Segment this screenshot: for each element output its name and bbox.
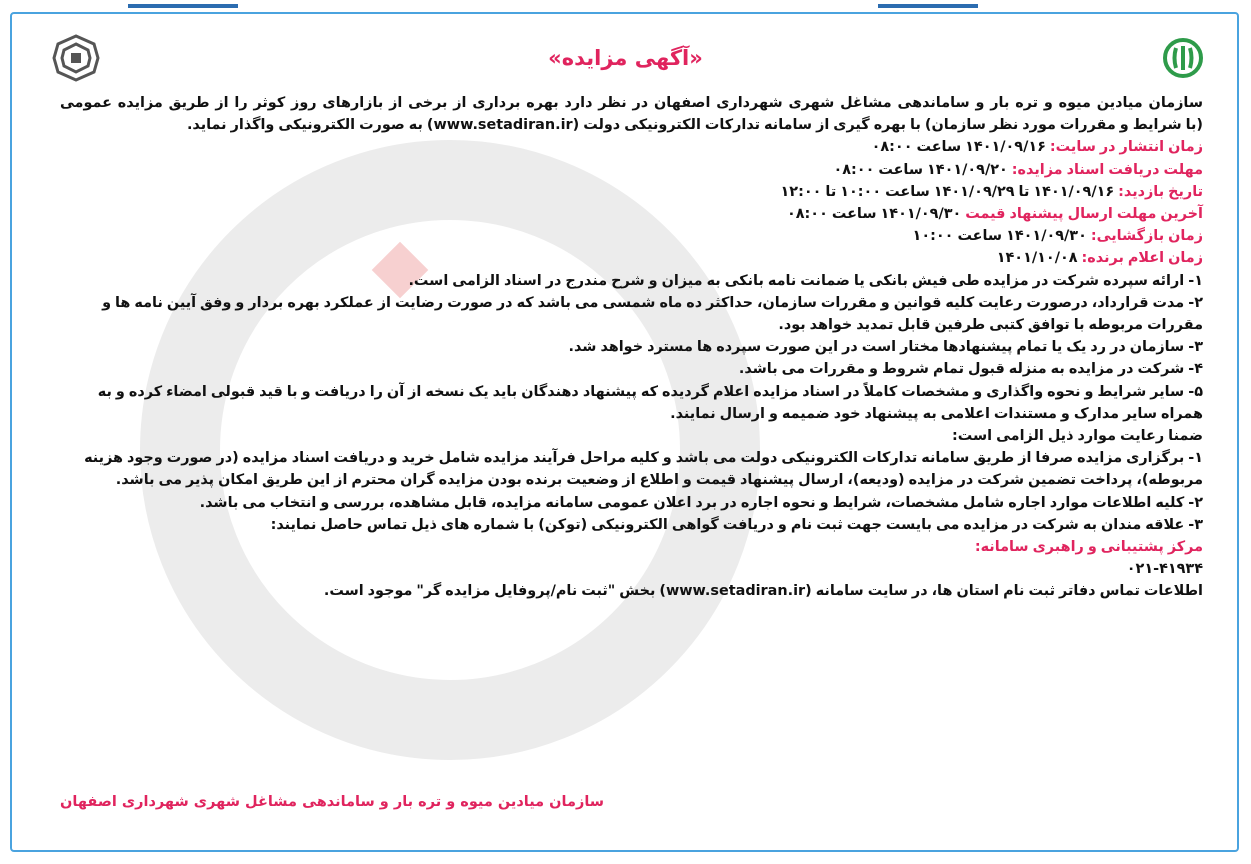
note-item: ۲- کلیه اطلاعات موارد اجاره شامل مشخصات، شرایط و نحوه اجاره در برد اعلان عمومی سامانه مزایده، قابل مشاهده، بررسی و انتخاب می باشد. <box>199 494 1203 511</box>
intro-line-2: (با شرایط و مقررات مورد نظر سازمان) با بهره گیری از سامانه تدارکات الکترونیکی دولت (www.setadiran.ir) به صورت الکترونیکی واگذار نماید. <box>186 117 1203 134</box>
schedule-value: ۱۴۰۱/۰۹/۲۰ ساعت ۰۸:۰۰ <box>833 161 1008 178</box>
notice-body <box>60 92 1203 603</box>
notice-title: «آگهی مزایده» <box>548 46 703 70</box>
term-item: ۴- شرکت در مزایده به منزله قبول تمام شروط و مقررات می باشد. <box>738 361 1203 378</box>
support-phone: ۰۲۱-۴۱۹۳۴ <box>1126 561 1203 578</box>
term-item: ۱- ارائه سپرده شرکت در مزایده طی فیش بانکی یا ضمانت نامه بانکی به میزان و شرح مندرج در اسناد الزامی است. <box>408 272 1203 289</box>
contact-line: اطلاعات تماس دفاتر ثبت نام استان ها، در سایت سامانه (www.setadiran.ir) بخش "ثبت نام/پروفایل مزایده گر" موجود است. <box>323 583 1203 600</box>
schedule-value: ۱۴۰۱/۰۹/۱۶ ساعت ۰۸:۰۰ <box>871 139 1046 156</box>
top-accent-bar-right <box>878 4 978 8</box>
note-item: ۱- برگزاری مزایده صرفا از طریق سامانه تدارکات الکترونیکی دولت می باشد و کلیه مراحل فرآیند مزایده شامل خرید و دریافت اسناد مزایده (در صورت وجود هزینه مربوطه)، پرداخت تضمین شرکت در مزایده (ودیعه)، ارسال پیشنهاد قیمت و اطلاع از وضعیت برنده بودن مزایده گران محترم از این طریق امکان پذیر می باشد. <box>84 450 1203 489</box>
schedule-value: ۱۴۰۱/۰۹/۳۰ ساعت ۱۰:۰۰ <box>912 228 1087 245</box>
schedule-winner <box>60 247 1203 269</box>
schedule-value: ۱۴۰۱/۰۹/۳۰ ساعت ۰۸:۰۰ <box>786 206 962 223</box>
footer-signature <box>60 794 1191 810</box>
schedule-visit <box>60 181 1203 203</box>
footer-text: سازمان میادین میوه و تره بار و ساماندهی مشاغل شهری شهرداری اصفهان <box>60 794 605 810</box>
top-accent-bar-left <box>128 4 238 8</box>
term-item: ۵- سایر شرایط و نحوه واگذاری و مشخصات کاملاً در اسناد مزایده اعلام گردیده که پیشنهاد دهندگان باید یک نسخه از آن را دریافت و با قید قبولی امضاء کرده و به همراه سایر مدارک و مستندات اعلامی به پیشنهاد خود ضمیمه و ارسال نمایند. <box>97 383 1203 422</box>
schedule-value: ۱۴۰۱/۱۰/۰۸ <box>996 250 1078 267</box>
schedule-label: آخرین مهلت ارسال پیشنهاد قیمت <box>965 206 1203 223</box>
support-label: مرکز پشتیبانی و راهبری سامانه: <box>974 539 1203 556</box>
notes-heading: ضمنا رعایت موارد ذیل الزامی است: <box>952 428 1203 445</box>
intro-line-1: سازمان میادین میوه و تره بار و ساماندهی مشاغل شهری شهرداری اصفهان در نظر دارد بهره برداری از برخی از بازارهای روز کوثر را از طریق مزایده عمومی <box>60 95 1203 111</box>
schedule-publish <box>60 136 1203 158</box>
note-item: ۳- علاقه مندان به شرکت در مزایده می بایست جهت ثبت نام و دریافت گواهی الکترونیکی (توکن) با شماره های ذیل تماس حاصل نمایند: <box>270 516 1203 533</box>
term-item: ۲- مدت قرارداد، درصورت رعایت کلیه قوانین و مقررات سازمان، حداکثر ده ماه شمسی می باشد که در صورت رضایت از عملکرد بهره بردار و وفق آیین نامه ها و مقررات مربوطه با توافق کتبی طرفین قابل تمدید خواهد بود. <box>102 294 1203 334</box>
schedule-label: تاریخ بازدید: <box>1118 183 1203 200</box>
schedule-value: ۱۴۰۱/۰۹/۱۶ تا ۱۴۰۱/۰۹/۲۹ ساعت ۱۰:۰۰ تا ۱۲:۰۰ <box>780 183 1115 200</box>
schedule-docs-deadline <box>60 159 1203 181</box>
schedule-bid-deadline <box>60 203 1203 225</box>
schedule-label: زمان بازگشایی: <box>1090 228 1203 245</box>
schedule-label: زمان اعلام برنده: <box>1081 250 1203 267</box>
schedule-label: مهلت دریافت اسناد مزایده: <box>1011 161 1203 178</box>
schedule-opening <box>60 225 1203 247</box>
schedule-label: زمان انتشار در سایت: <box>1049 139 1203 156</box>
term-item: ۳- سازمان در رد یک یا تمام پیشنهادها مختار است در این صورت سپرده ها مسترد خواهد شد. <box>568 339 1203 356</box>
